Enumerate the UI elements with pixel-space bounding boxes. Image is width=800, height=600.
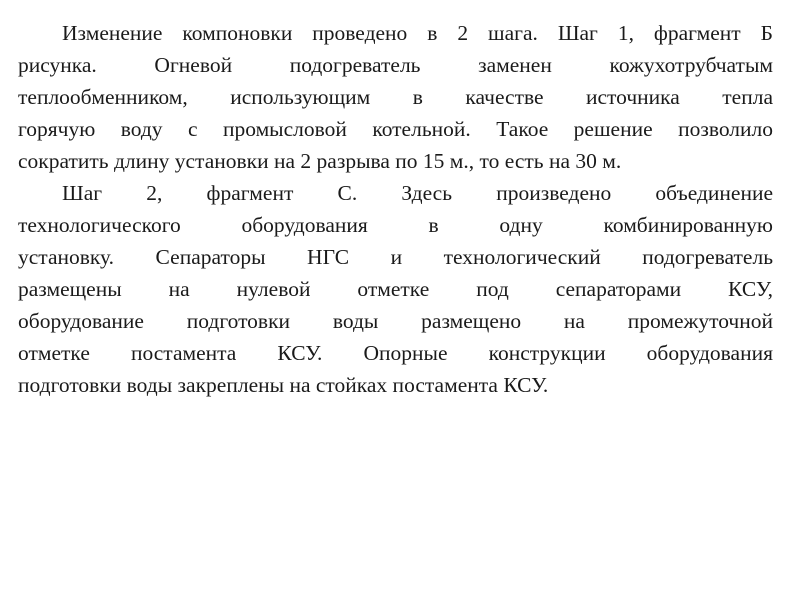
text-line: оборудование подготовки воды размещено на промежуточной [18, 309, 773, 333]
text-line: рисунка. Огневой подогреватель заменен кожухотрубчатым [18, 53, 773, 77]
text-line: Изменение компоновки проведено в 2 шага. Шаг 1, фрагмент Б [62, 21, 773, 45]
text-line: подготовки воды закреплены на стойках постамента КСУ. [18, 373, 549, 397]
paragraph-1 [18, 17, 773, 177]
text-line: отметке постамента КСУ. Опорные конструкции оборудования [18, 341, 773, 365]
paragraph-2 [18, 177, 773, 401]
text-line: горячую воду с промысловой котельной. Такое решение позволило [18, 117, 773, 141]
text-line: теплообменником, использующим в качестве источника тепла [18, 85, 773, 109]
text-line: размещены на нулевой отметке под сепараторами КСУ, [18, 277, 773, 301]
text-line: установку. Сепараторы НГС и технологический подогреватель [18, 245, 773, 269]
text-line: Шаг 2, фрагмент С. Здесь произведено объединение [62, 181, 773, 205]
text-line: сократить длину установки на 2 разрыва по 15 м., то есть на 30 м. [18, 149, 622, 173]
text-line: технологического оборудования в одну комбинированную [18, 213, 773, 237]
